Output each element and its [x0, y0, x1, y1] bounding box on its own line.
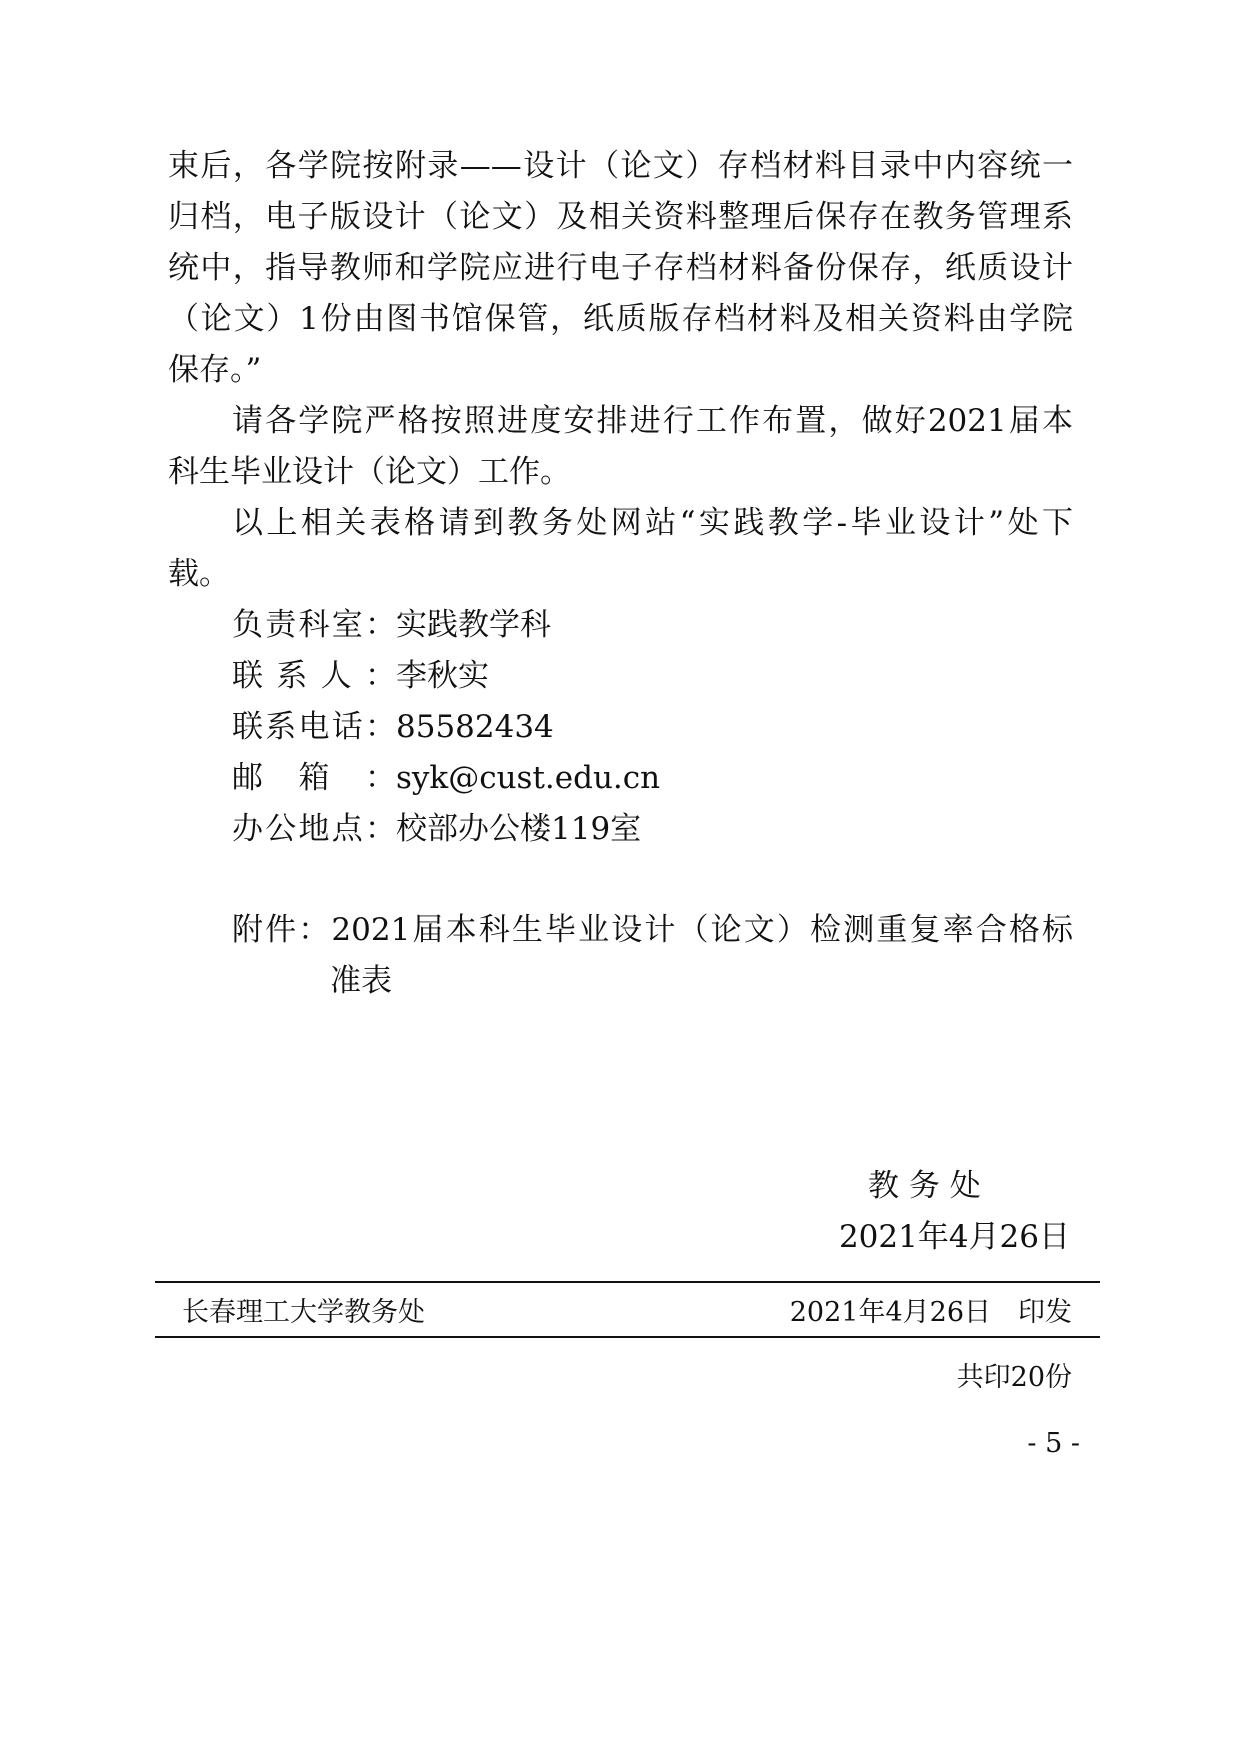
contact-person [232, 656, 489, 696]
contact-person-label: 联系人： [232, 658, 396, 694]
contact-office-label: 办公地点： [232, 811, 396, 847]
contact-phone [232, 707, 554, 747]
body-paragraph-1-line-3: 统中，指导教师和学院应进行电子存档材料备份保存，纸质设计 [168, 250, 1073, 286]
contact-office [232, 809, 641, 849]
body-paragraph-1-line-4: （论文）1份由图书馆保管，纸质版存档材料及相关资料由学院 [168, 301, 1073, 337]
footer-copies: 共印20份 [956, 1362, 1072, 1393]
signature-issuer: 教 务 处 [868, 1168, 981, 1204]
body-paragraph-1-line-1: 束后，各学院按附录——设计（论文）存档材料目录中内容统一 [168, 148, 1073, 184]
contact-department-label: 负责科室： [232, 607, 396, 643]
contact-email-label: 邮箱： [232, 760, 396, 796]
footer-bottom-rule [155, 1336, 1100, 1338]
body-paragraph-3-line-1: 以上相关表格请到教务处网站“实践教学-毕业设计”处下 [232, 505, 1073, 541]
contact-office-value: 校部办公楼119室 [396, 811, 642, 847]
attachment-line-2: 准表 [330, 963, 392, 999]
contact-phone-label: 联系电话： [232, 709, 396, 745]
contact-email-value: syk@cust.edu.cn [396, 760, 661, 796]
body-paragraph-2-line-2: 科生毕业设计（论文）工作。 [168, 454, 571, 490]
body-paragraph-3-line-2: 载。 [168, 556, 230, 592]
footer-top-rule [155, 1281, 1100, 1283]
signature-date: 2021年4月26日 [838, 1219, 1070, 1255]
contact-department-value: 实践教学科 [396, 607, 551, 643]
contact-email [232, 758, 660, 798]
contact-phone-value: 85582434 [396, 709, 554, 745]
footer-issue-date: 2021年4月26日 印发 [789, 1297, 1072, 1328]
contact-person-value: 李秋实 [396, 658, 489, 694]
footer-organization: 长春理工大学教务处 [182, 1297, 425, 1328]
body-paragraph-2-line-1: 请各学院严格按照进度安排进行工作布置，做好2021届本 [232, 403, 1073, 439]
body-paragraph-1-line-2: 归档，电子版设计（论文）及相关资料整理后保存在教务管理系 [168, 199, 1073, 235]
contact-department [232, 605, 551, 645]
attachment-line-1: 附件：2021届本科生毕业设计（论文）检测重复率合格标 [232, 912, 1073, 948]
page-number: - 5 - [1027, 1428, 1080, 1459]
body-paragraph-1-line-5: 保存。” [168, 352, 262, 388]
